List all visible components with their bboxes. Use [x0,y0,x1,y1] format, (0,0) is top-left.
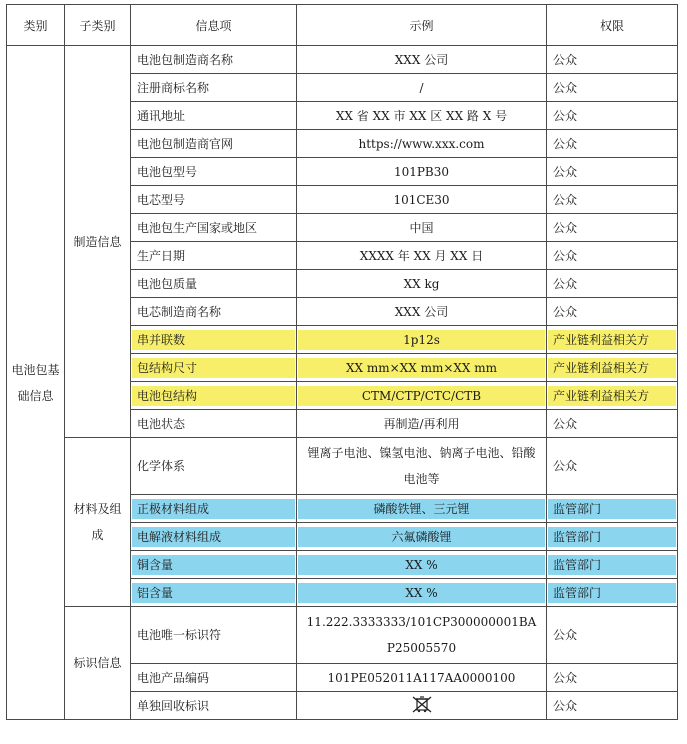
permission-cell: 公众 [547,74,678,102]
permission-cell: 公众 [547,186,678,214]
permission-cell: 公众 [547,438,678,495]
header-row [7,5,678,46]
item-cell: 化学体系 [131,438,297,495]
highlight-yellow: 串并联数 [132,330,295,350]
battery-info-table [6,4,678,720]
item-cell [131,579,297,607]
subcategory-material: 材料及组成 [65,438,131,607]
item-cell: 电池包质量 [131,270,297,298]
highlight-blue: 监管部门 [548,583,676,603]
item-cell: 电池包制造商官网 [131,130,297,158]
example-cell: 101PB30 [297,158,547,186]
example-cell: XXX 公司 [297,46,547,74]
example-cell [297,382,547,410]
highlight-blue: 铝含量 [132,583,295,603]
header-example: 示例 [297,5,547,46]
item-cell: 电池包生产国家或地区 [131,214,297,242]
item-cell: 电池唯一标识符 [131,607,297,664]
highlight-yellow: 产业链利益相关方 [548,330,676,350]
example-cell: https://www.xxx.com [297,130,547,158]
permission-cell [547,523,678,551]
item-cell: 电芯型号 [131,186,297,214]
permission-cell: 公众 [547,270,678,298]
example-cell: 锂离子电池、镍氢电池、钠离子电池、铅酸电池等 [297,438,547,495]
highlight-blue: XX % [298,555,545,575]
permission-cell [547,326,678,354]
item-cell: 注册商标名称 [131,74,297,102]
permission-cell [547,579,678,607]
highlight-blue: 铜含量 [132,555,295,575]
example-cell: XXXX 年 XX 月 XX 日 [297,242,547,270]
item-cell [131,326,297,354]
highlight-yellow: 产业链利益相关方 [548,358,676,378]
example-cell: XXX 公司 [297,298,547,326]
table-row [7,46,678,74]
example-cell: 11.222.3333333/101CP300000001BAP25005570 [297,607,547,664]
example-cell: 中国 [297,214,547,242]
permission-cell: 公众 [547,214,678,242]
highlight-blue: 电解液材料组成 [132,527,295,547]
highlight-blue: 磷酸铁锂、三元锂 [298,499,545,519]
subcategory-manufacture: 制造信息 [65,46,131,438]
item-cell: 电池状态 [131,410,297,438]
example-cell: / [297,74,547,102]
example-cell [297,326,547,354]
example-cell: 101PE052011A117AA0000100 [297,664,547,692]
item-cell: 通讯地址 [131,102,297,130]
item-cell [131,354,297,382]
item-cell [131,523,297,551]
permission-cell: 公众 [547,242,678,270]
highlight-blue: 六氟磷酸锂 [298,527,545,547]
category-cell: 电池包基础信息 [7,46,65,720]
highlight-yellow: 电池包结构 [132,386,295,406]
highlight-blue: 正极材料组成 [132,499,295,519]
item-cell: 电池包制造商名称 [131,46,297,74]
crossed-out-bin-icon [411,695,433,716]
permission-cell: 公众 [547,46,678,74]
example-cell [297,551,547,579]
example-cell [297,579,547,607]
highlight-yellow: 包结构尺寸 [132,358,295,378]
permission-cell [547,382,678,410]
example-cell [297,354,547,382]
header-permission: 权限 [547,5,678,46]
permission-cell: 公众 [547,410,678,438]
item-cell: 单独回收标识 [131,692,297,720]
highlight-blue: 监管部门 [548,555,676,575]
permission-cell: 公众 [547,692,678,720]
permission-cell: 公众 [547,607,678,664]
highlight-yellow: 1p12s [298,330,545,350]
item-cell: 电池包型号 [131,158,297,186]
highlight-yellow: XX mm×XX mm×XX mm [298,358,545,378]
example-cell [297,495,547,523]
example-cell [297,692,547,720]
header-item: 信息项 [131,5,297,46]
permission-cell: 公众 [547,130,678,158]
highlight-yellow: 产业链利益相关方 [548,386,676,406]
highlight-blue: 监管部门 [548,499,676,519]
item-cell [131,551,297,579]
example-cell: XX 省 XX 市 XX 区 XX 路 X 号 [297,102,547,130]
permission-cell: 公众 [547,298,678,326]
subcategory-identification: 标识信息 [65,607,131,720]
highlight-yellow: CTM/CTP/CTC/CTB [298,386,545,406]
highlight-blue: XX % [298,583,545,603]
permission-cell: 公众 [547,102,678,130]
example-cell: 101CE30 [297,186,547,214]
table-row [7,438,678,495]
permission-cell: 公众 [547,664,678,692]
header-subcategory: 子类别 [65,5,131,46]
example-cell: 再制造/再利用 [297,410,547,438]
permission-cell [547,354,678,382]
item-cell [131,382,297,410]
example-cell [297,523,547,551]
table-row [7,607,678,664]
item-cell: 电芯制造商名称 [131,298,297,326]
permission-cell: 公众 [547,158,678,186]
example-cell: XX kg [297,270,547,298]
header-category: 类别 [7,5,65,46]
highlight-blue: 监管部门 [548,527,676,547]
permission-cell [547,495,678,523]
permission-cell [547,551,678,579]
item-cell: 电池产品编码 [131,664,297,692]
item-cell [131,495,297,523]
item-cell: 生产日期 [131,242,297,270]
